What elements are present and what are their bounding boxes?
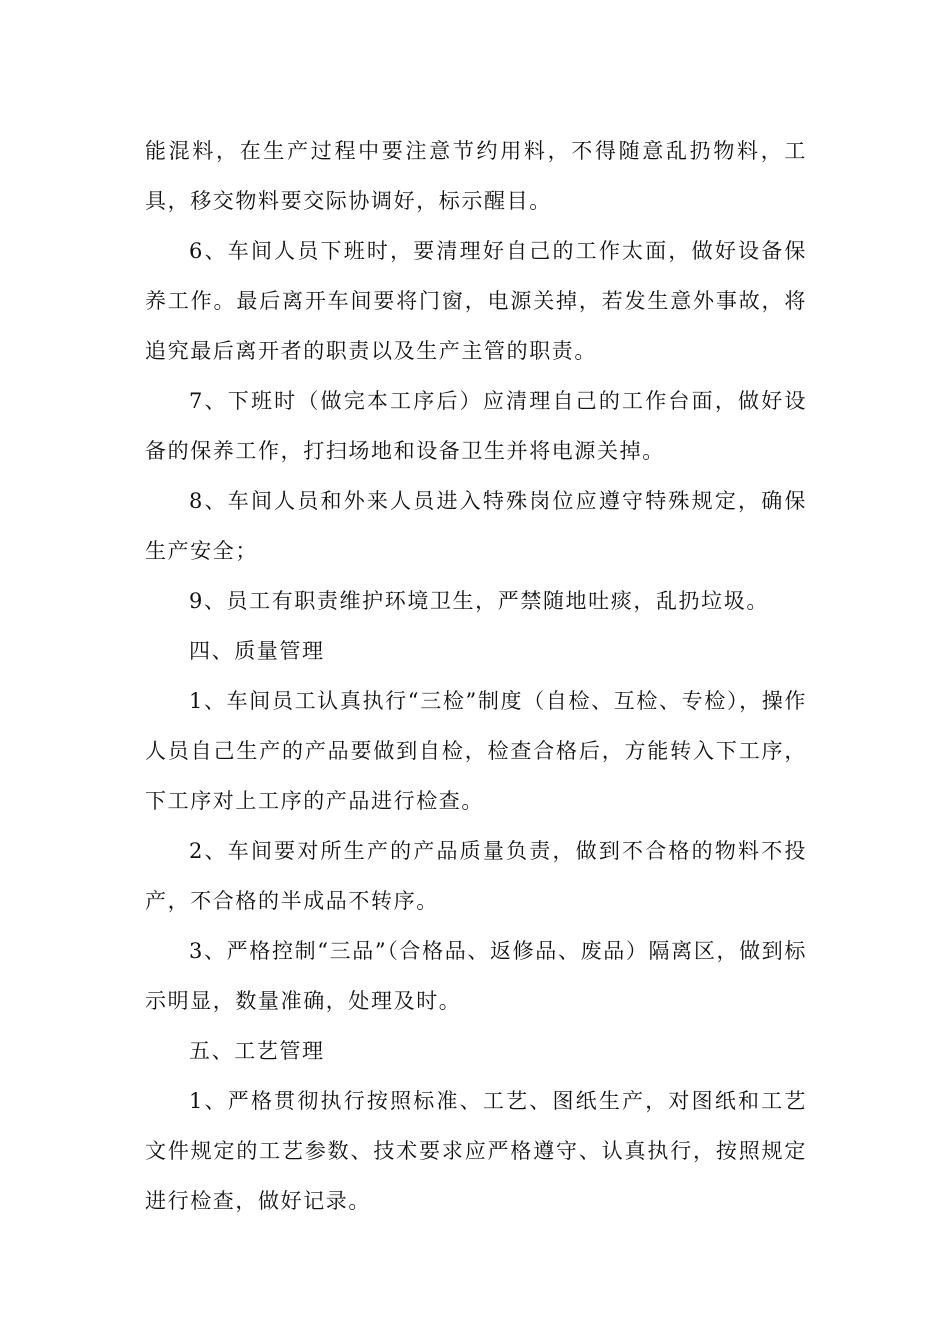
section-heading-quality: 四、质量管理 xyxy=(189,639,325,663)
paragraph-process-1: 1、严格贯彻执行按照标准、工艺、图纸生产，对图纸和工艺文件规定的工艺参数、技术要求应严格遵守、认真执行，按照规定进行检查，做好记录。 xyxy=(145,1089,807,1213)
paragraph-item-8: 8、车间人员和外来人员进入特殊岗位应遵守特殊规定，确保生产安全； xyxy=(145,489,807,563)
paragraph-item-7: 7、下班时（做完本工序后）应清理自己的工作台面，做好设备的保养工作，打扫场地和设备卫生并将电源关掉。 xyxy=(145,389,807,463)
paragraph-quality-3: 3、严格控制“三品”（合格品、返修品、废品）隔离区，做到标示明显，数量准确，处理及时。 xyxy=(145,939,807,1013)
document-body xyxy=(145,126,807,1226)
paragraph-item-6: 6、车间人员下班时，要清理好自己的工作太面，做好设备保养工作。最后离开车间要将门窗，电源关掉，若发生意外事故，将追究最后离开者的职责以及生产主管的职责。 xyxy=(145,239,807,363)
section-heading-process: 五、工艺管理 xyxy=(189,1039,325,1063)
paragraph-quality-1: 1、车间员工认真执行“三检”制度（自检、互检、专检），操作人员自己生产的产品要做到自检，检查合格后，方能转入下工序，下工序对上工序的产品进行检查。 xyxy=(145,689,807,813)
paragraph-item-9: 9、员工有职责维护环境卫生，严禁随地吐痰，乱扔垃圾。 xyxy=(189,589,769,613)
paragraph-quality-2: 2、车间要对所生产的产品质量负责，做到不合格的物料不投产，不合格的半成品不转序。 xyxy=(145,839,807,913)
paragraph-continuation: 能混料，在生产过程中要注意节约用料，不得随意乱扔物料，工具，移交物料要交际协调好，标示醒目。 xyxy=(145,139,807,213)
